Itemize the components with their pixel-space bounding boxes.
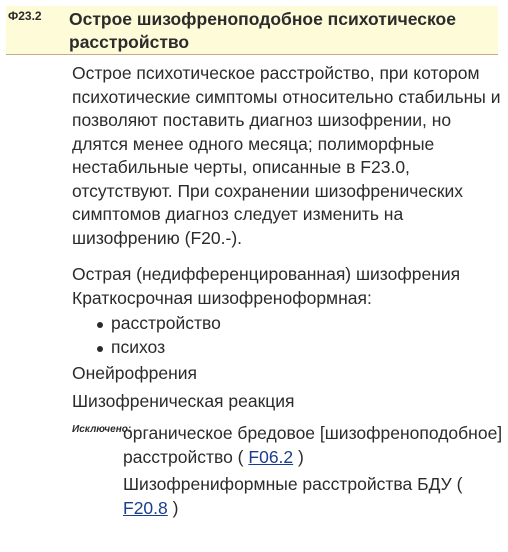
exclusion-text: органическое бредовое [шизофреноподобное] расстройство (	[123, 423, 503, 467]
synonym-bullet-text: расстройство	[111, 313, 221, 333]
synonym-bullet-text: психоз	[111, 336, 166, 357]
exclusion-link-f06-2[interactable]: F06.2	[248, 447, 294, 467]
bullet-icon	[97, 346, 103, 352]
diagnosis-code: Ф23.2	[8, 9, 42, 23]
diagnosis-title: Острое шизофреноподобное психотическое расстройство	[69, 9, 456, 52]
exclusion-close-paren: )	[298, 447, 304, 467]
exclusions-label: Исключено:	[72, 424, 132, 435]
synonym-bullet-list	[72, 312, 502, 359]
diagnosis-description: Острое психотическое расстройство, при котором психотические симптомы относительно стабильны и позволяют поставить диагноз шизофрении, но длятся менее одного месяца; полиморфные нестабильные черты, описанные в F23.0, отсутствуют. При сохранении шизофренических симптомов диагноз следует изменить на шизофрению (F20.-).	[72, 63, 501, 248]
synonym-list	[72, 263, 502, 413]
exclusion-text: Шизофрениформные расстройства БДУ (	[123, 474, 463, 494]
synonym-bullet-item	[72, 336, 502, 360]
synonym-item: Шизофреническая реакция	[72, 390, 295, 411]
exclusion-close-paren: )	[172, 498, 179, 518]
synonym-item: Краткосрочная шизофреноформная:	[72, 287, 372, 308]
synonym-item: Острая (недифференцированная) шизофрения	[72, 264, 461, 284]
synonym-item: Онейрофрения	[72, 363, 198, 383]
exclusion-link-f20-8[interactable]: F20.8	[123, 498, 168, 518]
diagnosis-content	[72, 62, 502, 413]
section-header	[6, 6, 498, 55]
exclusion-item	[123, 472, 503, 520]
synonym-bullet-item	[72, 312, 502, 336]
bullet-icon	[97, 322, 103, 328]
exclusions-list	[123, 421, 503, 523]
exclusion-item	[123, 421, 503, 469]
